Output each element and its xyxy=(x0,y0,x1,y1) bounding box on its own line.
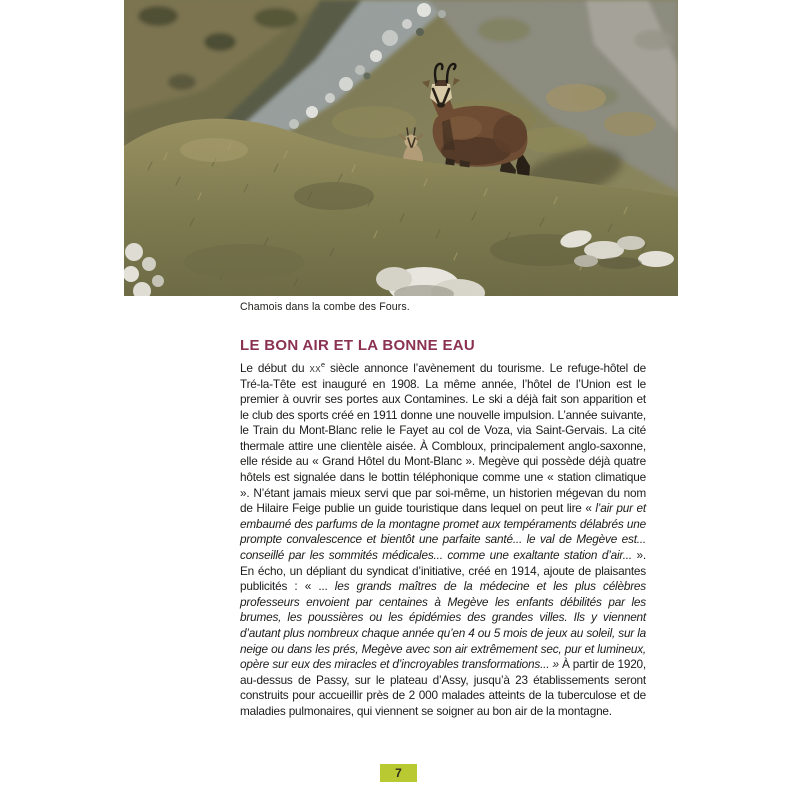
paragraph-segment: e xyxy=(321,360,325,369)
page-number-badge: 7 xyxy=(380,764,417,782)
body-paragraph xyxy=(240,357,646,720)
paragraph-segment: À partir de 1920, au-dessus de Passy, sur le plateau d’Assy, jusqu’à 23 établissements seront construits pour accueillir près de 2 000 malades atteints de la tuberculose et de maladies pulmonaires, qui viennent se soigner au bon air de la montagne. xyxy=(240,657,646,718)
section-heading: LE BON AIR ET LA BONNE EAU xyxy=(240,337,476,354)
chamois-photo xyxy=(124,0,678,296)
chamois-photo-art xyxy=(124,0,678,296)
paragraph-segment: ». En écho, un dépliant du syndicat d’initiative, créé en 1914, ajoute de plaisantes publicités : « ... xyxy=(240,548,646,594)
paragraph-segment: l’air pur et embaumé des parfums de la montagne promet aux tempéraments délabrés une prompte convalescence et bientôt une parfaite santé... le val de Megève est... conseillé par les sommités médicales... comme une exaltante station d’air... xyxy=(240,501,646,563)
paragraph-segment: les grands maîtres de la médecine et les plus célèbres professeurs envoient par centaines à Megève les enfants débilités par les brumes, les poussières ou les épidémies des grandes villes. Ils y viennent d’autant plus nombreux chaque année qu’en 4 ou 5 mois de jeux au soleil, sur la neige ou dans les prés, Megève avec son air extrêmement sec, pur et lumineux, opère sur eux des miracles et d’incroyables transformations... » xyxy=(240,579,646,672)
photo-caption: Chamois dans la combe des Fours. xyxy=(240,301,410,313)
paragraph-segment: xx xyxy=(309,360,321,375)
paragraph-segment: Le début du xyxy=(240,360,310,375)
paragraph-segment: siècle annonce l’avènement du tourisme. Le refuge-hôtel de Tré-la-Tête est inauguré en 1908. La même année, l’hôtel de l’Union est le premier à ouvrir ses portes aux Contamines. Le ski a déjà fait son apparition et le club des sports créé en 1911 donne une nouvelle impulsion. L’année suivante, le Train du Mont-Blanc relie le Fayet au col de Voza, via Saint-Gervais. La cité thermale attire une clientèle aisée. À Combloux, principalement anglo-saxonne, elle réside au « Grand Hôtel du Mont-Blanc ». Megève qui possède déjà quatre hôtels est signalée dans le bottin téléphonique comme une « station climatique ». N’étant jamais mieux servi que par soi-même, un historien mégevan du nom de Hilaire Feige publie un guide touristique dans lequel on peut lire « xyxy=(240,360,646,516)
